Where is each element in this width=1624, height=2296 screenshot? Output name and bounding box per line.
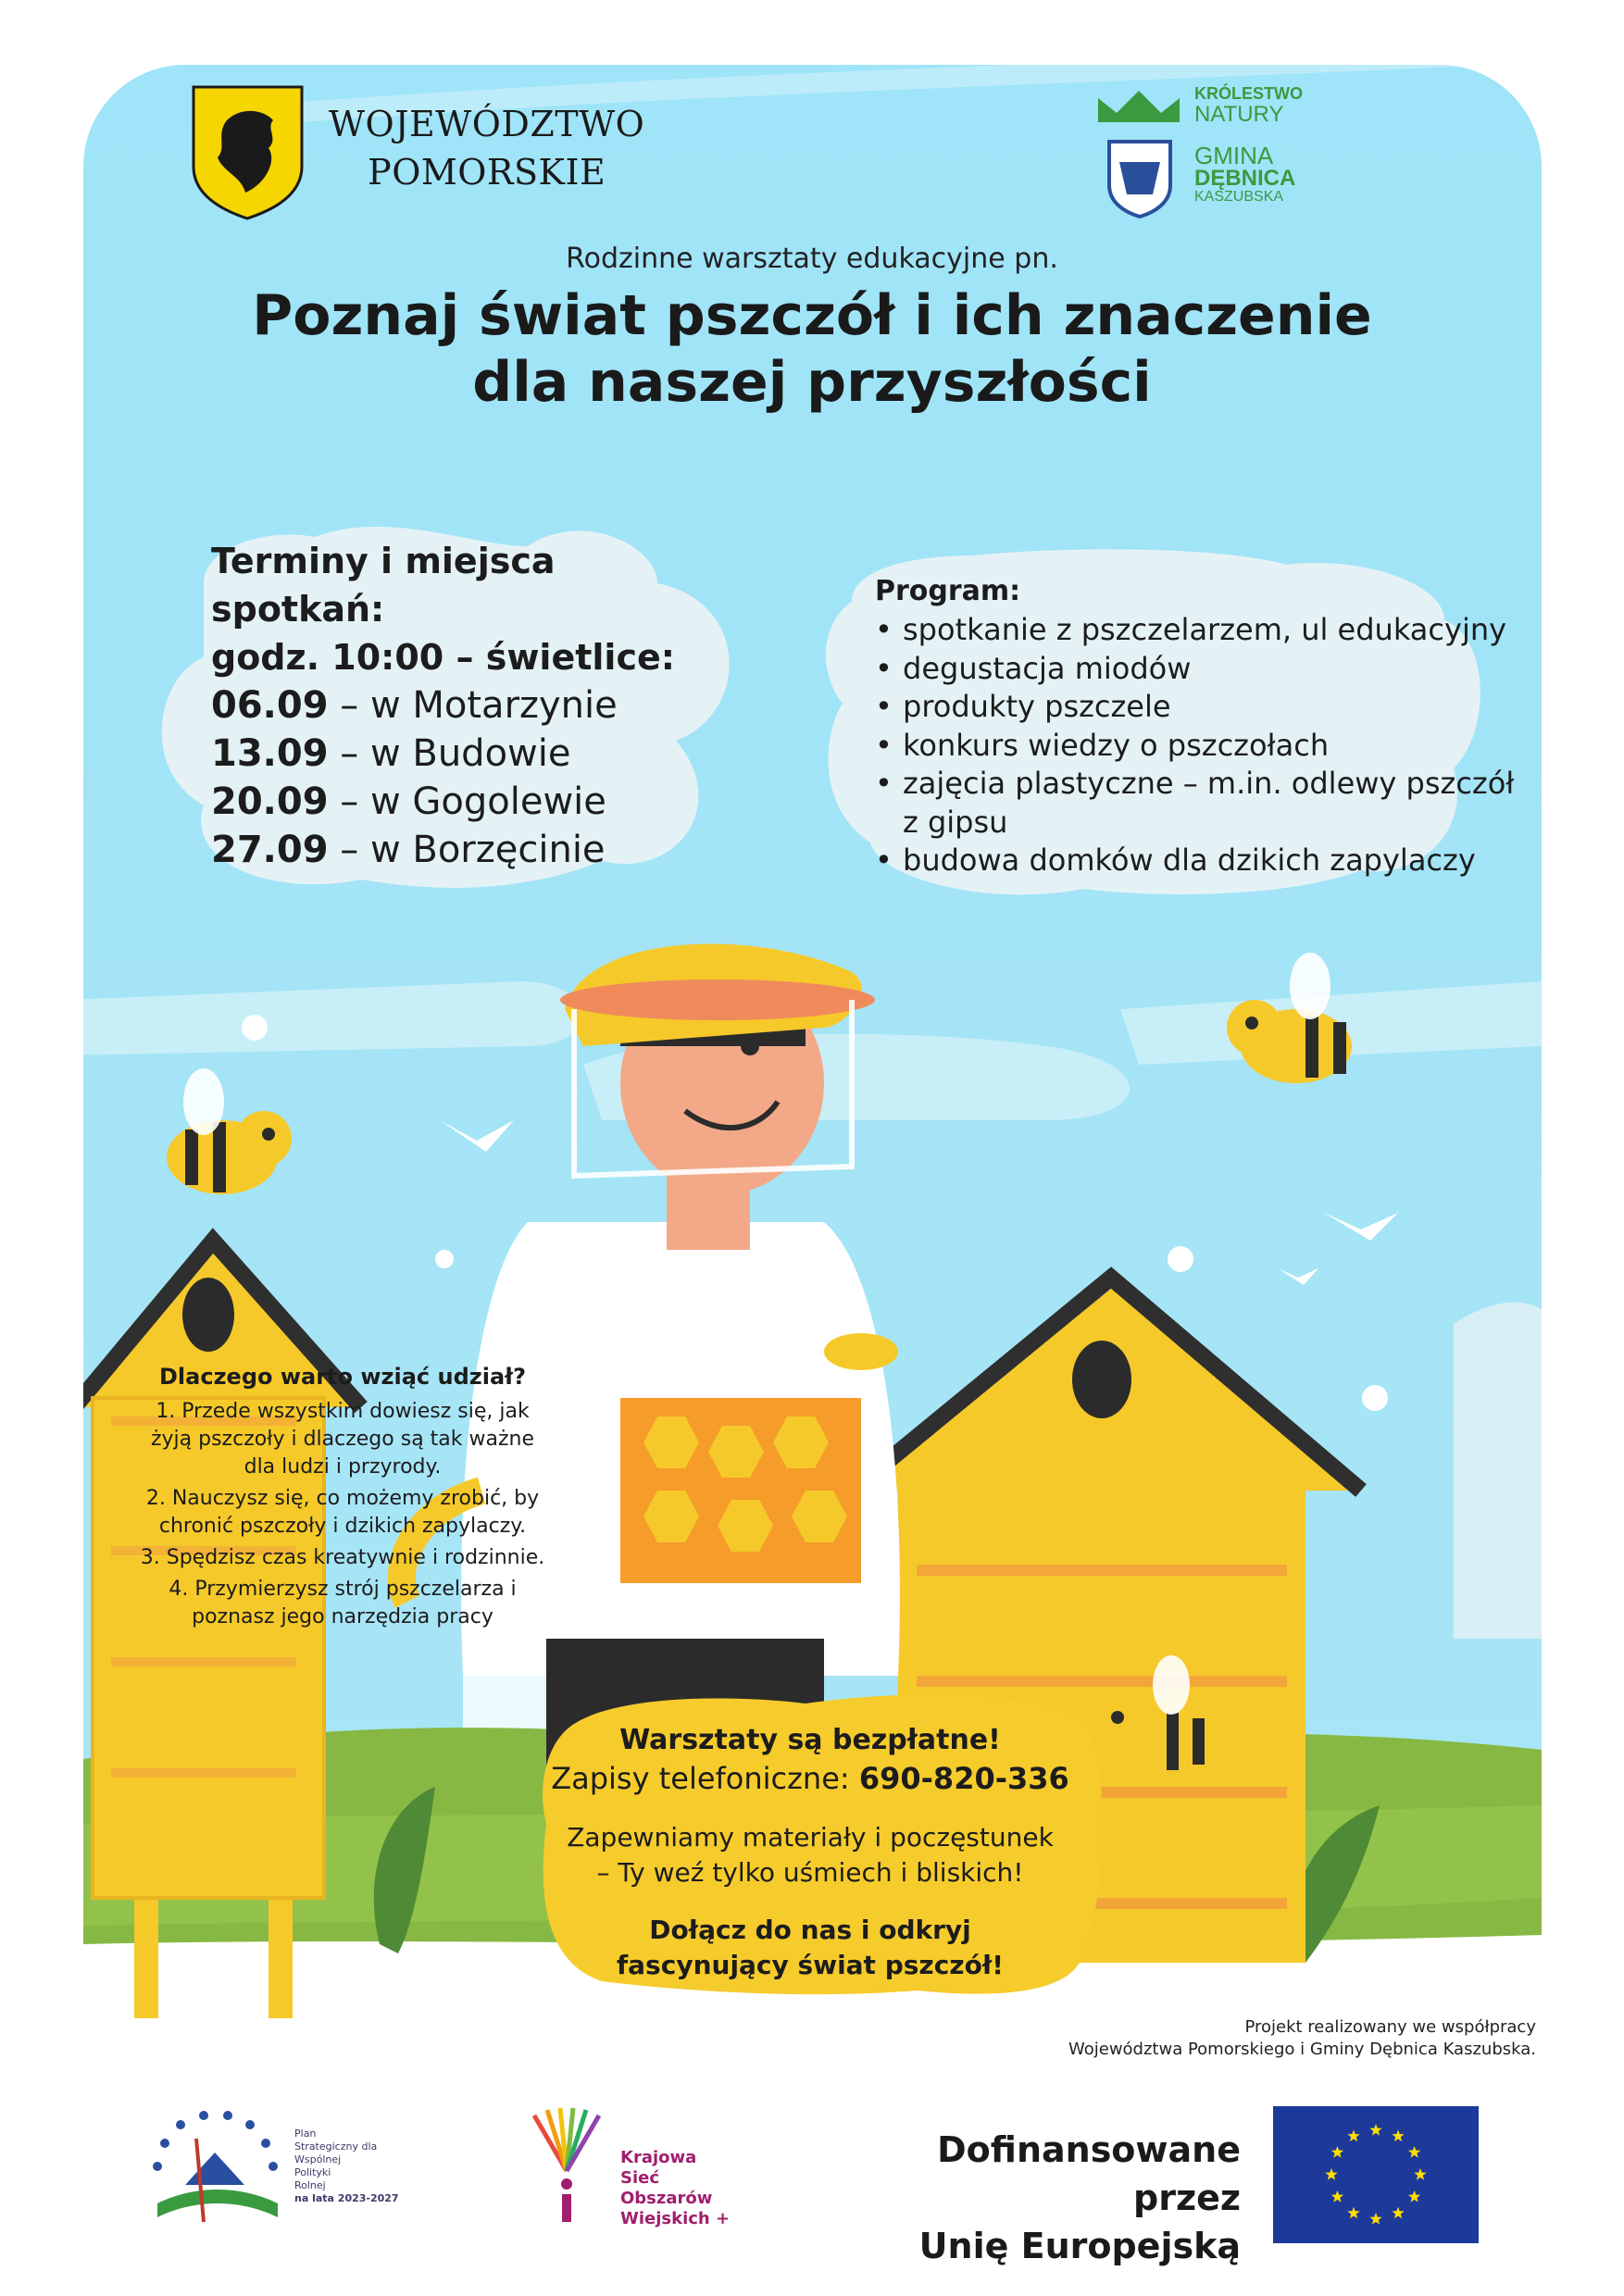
- event-subtitle: Rodzinne warsztaty edukacyjne pn.: [566, 243, 1058, 275]
- schedule-row: [211, 681, 730, 730]
- debnica-line: DĘBNICA: [1194, 166, 1296, 191]
- ksow-line: Obszarów: [620, 2189, 713, 2208]
- debnica-crest-icon: [1106, 139, 1173, 218]
- schedule-date: 13.09: [211, 732, 329, 775]
- natury-line: NATURY: [1194, 102, 1284, 127]
- schedule-date: 06.09: [211, 684, 329, 727]
- why-heading: Dlaczego warto wziąć udział?: [159, 1364, 526, 1390]
- why-item: 1. Przede wszystkim dowiesz się, jak żyją pszczoły i dlaczego są tak ważne dla ludzi i przyrody.: [150, 1400, 535, 1479]
- ksow-text: [620, 2148, 730, 2229]
- program-box: [875, 572, 1523, 880]
- join-line1: Dołącz do nas i odkryj: [649, 1915, 971, 1945]
- psp-wpr-logo: [139, 2102, 292, 2231]
- ksow-line: Sieć: [620, 2168, 660, 2188]
- kaszubska-line: KASZUBSKA: [1194, 189, 1284, 205]
- ksow-line: Wiejskich +: [620, 2209, 731, 2228]
- gmina-line: GMINA: [1194, 142, 1274, 169]
- program-item: • zajęcia plastyczne – m.in. odlewy pszczół z gipsu: [875, 765, 1523, 842]
- eu-funding-line1: Dofinansowane przez: [937, 2129, 1241, 2218]
- krolestwo-line: KRÓLESTWO: [1194, 84, 1303, 103]
- region-name: [329, 100, 644, 196]
- free-workshops-text: Warsztaty są bezpłatne!: [619, 1724, 1001, 1756]
- schedule-row: [211, 826, 730, 874]
- materials-line1: Zapewniamy materiały i poczęstunek: [567, 1822, 1054, 1853]
- why-attend-box: [139, 1361, 546, 1635]
- psp-line: na lata 2023-2027: [294, 2192, 399, 2204]
- signup-box: [551, 1722, 1069, 1983]
- phone-line: [551, 1759, 1069, 1798]
- program-item: • degustacja miodów: [875, 650, 1523, 689]
- schedule-date: 27.09: [211, 829, 329, 871]
- schedule-row: [211, 730, 730, 778]
- event-title-line2: dla naszej przyszłości: [472, 350, 1152, 415]
- psp-line: Polityki: [294, 2166, 331, 2178]
- schedule-box: [211, 537, 730, 874]
- program-item: • konkurs wiedzy o pszczołach: [875, 727, 1523, 766]
- eu-flag-icon: [1273, 2106, 1479, 2243]
- why-item: 4. Przymierzysz strój pszczelarza i poznasz jego narzędzia pracy: [169, 1578, 517, 1628]
- schedule-place: – w Motarzynie: [328, 684, 618, 727]
- schedule-place: – w Gogolewie: [328, 780, 606, 823]
- phone-label: Zapisy telefoniczne:: [551, 1761, 859, 1796]
- psp-line: Strategiczny dla: [294, 2140, 378, 2152]
- krolestwo-natury-logo: [1194, 85, 1303, 126]
- eu-funding-line2: Unię Europejską: [918, 2226, 1241, 2266]
- pomorskie-crest-logo: [190, 83, 306, 220]
- schedule-place: – w Budowie: [328, 732, 571, 775]
- why-item: 3. Spędzisz czas kreatywnie i rodzinnie.: [140, 1546, 545, 1569]
- program-heading: Program:: [875, 575, 1021, 607]
- psp-wpr-text: [294, 2128, 399, 2205]
- program-list: [875, 611, 1523, 880]
- region-name-line1: WOJEWÓDZTWO: [329, 104, 645, 144]
- project-note-line2: Województwa Pomorskiego i Gminy Dębnica Kaszubska.: [1068, 2040, 1536, 2059]
- why-item: 2. Nauczysz się, co możemy zrobić, by chronić pszczoły i dzikich zapylaczy.: [145, 1487, 540, 1538]
- psp-line: Plan: [294, 2128, 317, 2140]
- event-title: [0, 282, 1624, 416]
- program-item: • produkty pszczele: [875, 688, 1523, 727]
- schedule-row: [211, 778, 730, 826]
- gmina-debnica-logo: [1194, 144, 1295, 205]
- materials-line2: – Ty weź tylko uśmiech i bliskich!: [596, 1857, 1024, 1888]
- phone-number[interactable]: 690-820-336: [858, 1761, 1069, 1796]
- project-note: [888, 2016, 1536, 2061]
- region-name-line2: POMORSKIE: [368, 152, 606, 193]
- ksow-logo: [523, 2106, 611, 2227]
- ksow-line: Krajowa: [620, 2148, 697, 2167]
- eu-funding-text: [833, 2126, 1241, 2270]
- program-item: • spotkanie z pszczelarzem, ul edukacyjny: [875, 611, 1523, 650]
- schedule-heading: Terminy i miejsca spotkań:: [211, 541, 556, 630]
- psp-line: Rolnej: [294, 2179, 326, 2191]
- project-note-line1: Projekt realizowany we współpracy: [1244, 2017, 1536, 2037]
- crown-icon: [1093, 85, 1185, 130]
- schedule-date: 20.09: [211, 780, 329, 823]
- materials-text: [551, 1820, 1069, 1890]
- join-text: [551, 1913, 1069, 1983]
- schedule-time: godz. 10:00 – świetlice:: [211, 637, 675, 678]
- schedule-place: – w Borzęcinie: [328, 829, 606, 871]
- psp-line: Wspólnej: [294, 2153, 342, 2165]
- program-item: • budowa domków dla dzikich zapylaczy: [875, 842, 1523, 880]
- event-title-line1: Poznaj świat pszczół i ich znaczenie: [252, 283, 1372, 348]
- join-line2: fascynujący świat pszczół!: [616, 1950, 1004, 1980]
